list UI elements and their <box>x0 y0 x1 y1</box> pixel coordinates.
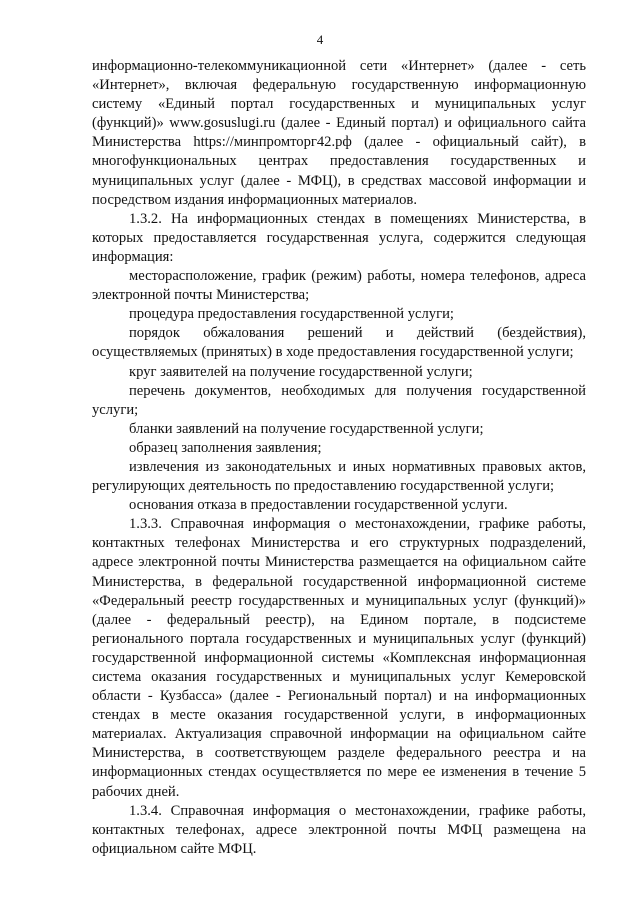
page-number: 4 <box>316 32 324 47</box>
document-body <box>92 57 586 859</box>
paragraph-1-3-3: 1.3.3. Справочная информация о местонахождении, графике работы, контактных телефонах Министерства и его структурных подразделений, адресе электронной почты Министерства размещается на официальном сайте Министерства, в федеральной государственной информационной системе «Федеральный реестр государственных и муниципальных услуг (функций)» (далее - федеральный реестр), на Едином портале, в подсистеме регионального портала государственных и муниципальных услуг (функций) государственной информационной системы «Комплексная информационная система оказания государственных и муниципальных услуг Кемеровской области - Кузбасса» (далее - Региональный портал) и на информационных стендах в месте оказания государственной услуги, в информационных материалах. Актуализация справочной информации на официальном сайте Министерства, в соответствующем разделе федерального реестра и на информационных стендах осуществляется по мере ее изменения в течение 5 рабочих дней. <box>92 516 586 800</box>
list-item-applicants: круг заявителей на получение государственной услуги; <box>129 363 473 380</box>
list-item-procedure: процедура предоставления государственной услуги; <box>129 306 454 323</box>
paragraph-1-3-4: 1.3.4. Справочная информация о местонахождении, графике работы, контактных телефонах, адресе электронной почты МФЦ размещена на официальном сайте МФЦ. <box>92 802 586 857</box>
list-item-refusal-grounds: основания отказа в предоставлении государственной услуги. <box>129 497 508 514</box>
list-item-legal-extracts: извлечения из законодательных и иных нормативных правовых актов, регулирующих деятельность по предоставлению государственной услуги; <box>92 458 586 495</box>
list-item-application-forms: бланки заявлений на получение государственной услуги; <box>129 420 484 437</box>
list-item-location-schedule: месторасположение, график (режим) работы, номера телефонов, адреса электронной почты Министерства; <box>92 268 586 304</box>
list-item-appeal-procedure: порядок обжалования решений и действий (бездействия), осуществляемых (принятых) в ходе предоставления государственной услуги; <box>92 325 586 361</box>
list-item-sample-form: образец заполнения заявления; <box>129 439 322 456</box>
paragraph-intro-continuation: информационно-телекоммуникационной сети «Интернет» (далее - сеть «Интернет», включая федеральную государственную информационную систему «Единый портал государственных и муниципальных услуг (функций)» www.gosuslugi.ru (далее - Единый портал) и официального сайта Министерства https://минпромторг42.рф (далее - официальный сайт), в многофункциональных центрах предоставления государственных и муниципальных услуг (далее - МФЦ), в средствах массовой информации и посредством издания информационных материалов. <box>92 58 586 208</box>
list-item-documents: перечень документов, необходимых для получения государственной услуги; <box>92 382 586 418</box>
paragraph-1-3-2: 1.3.2. На информационных стендах в помещениях Министерства, в которых предоставляется государственная услуга, содержится следующая информация: <box>92 210 586 265</box>
